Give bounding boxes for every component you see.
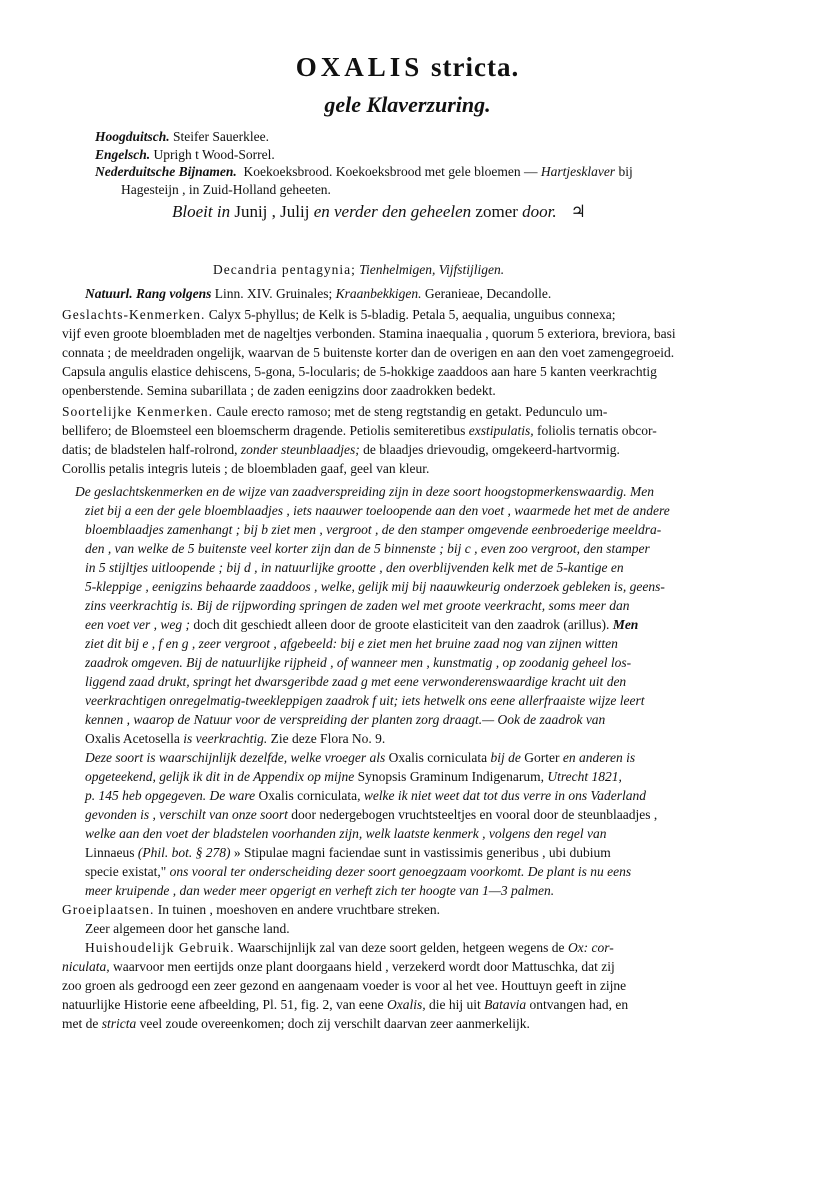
habitat-line: Zeer algemeen door het gansche land. (85, 921, 290, 936)
text-line: Capsula angulis elastice dehiscens, 5-gona, 5-locularis; de 5-hokkige zaaddoos aan hare 5 kanten veerkrachtig (62, 364, 657, 379)
species-characters-line: Soortelijke Kenmerken. Caule erecto ramoso; met de steng regtstandig en getakt. Pedunculo um- (62, 404, 608, 419)
commentary-line: gevonden is , verschilt van onze soort door nedergebogen vruchtsteeltjes en vooral door de steunblaadjes , (85, 807, 658, 822)
commentary-line: Deze soort is waarschijnlijk dezelfde, welke vroeger als Oxalis corniculata bij de Gorter en anderen is (85, 750, 636, 765)
text-line: Corollis petalis integris luteis ; de bloembladen gaaf, geel van kleur. (62, 461, 430, 476)
habitat-line: Groeiplaatsen. In tuinen , moeshoven en andere vruchtbare streken. (62, 902, 440, 917)
page-subtitle: gele Klaverzuring. (324, 92, 491, 117)
uses-line: zoo groen als gedroogd een zeer gezond en aangenaam voeder is voor al het vee. Houttuyn geeft in zijne (62, 978, 627, 993)
commentary-line: zaadrok omgeven. Bij de natuurlijke rijpheid , of wanneer men , kunstmatig , op zoodanig geheel los- (85, 655, 632, 670)
text-line: connata ; de meeldraden ongelijk, waarvan de 5 buitenste korter dan de overigen en aan den voet zamengegroeid. (62, 345, 675, 360)
text-line: vijf even groote bloembladen met de nageltjes verbonden. Stamina inaequalia , quorum 5 exteriora, breviora, basi (62, 326, 676, 341)
vernacular-names (95, 128, 775, 198)
commentary-line: kennen , waarop de Natuur voor de verspreiding der planten zorg draagt.— Ook de zaadrok van (85, 712, 606, 727)
commentary-line: opgeteekend, gelijk ik dit in de Appendix op mijne Synopsis Graminum Indigenarum, Utrecht 1821, (85, 769, 622, 784)
genus-characters-line: Geslachts-Kenmerken. Calyx 5-phyllus; de Kelk is 5-bladig. Petala 5, aequalia, unguibus connexa; (62, 307, 616, 322)
commentary-line: zins veerkrachtig is. Bij de rijpwording springen de zaden wel met groote veerkracht, soms meer dan (85, 598, 630, 613)
natural-rank-line: Natuurl. Rang volgens Linn. XIV. Gruinales; Kraanbekkigen. Geranieae, Decandolle. (85, 286, 552, 301)
text-line: bellifero; de Bloemsteel een bloemscherm dragende. Petiolis semiteretibus exstipulatis, foliolis ternatis obcor- (62, 423, 657, 438)
commentary-line: ziet bij a een der gele bloemblaadjes , iets naauwer toeloopende aan den voet , waarmede het met de andere (85, 503, 670, 518)
bloom-period: Bloeit in Junij , Julij en verder den geheelen zomer door. ♃ (172, 202, 586, 221)
page-title (0, 52, 815, 83)
commentary-line: welke aan den voet der bladstelen voorhanden zijn, welk laatste kenmerk , volgens den regel van (85, 826, 607, 841)
commentary-line: in 5 stijltjes uitloopende ; bij d , in natuurlijke grootte , den overblijvenden kelk met de 5-kantige en (85, 560, 624, 575)
uses-line: niculata, waarvoor men eertijds onze plant doorgaans hield , verzekerd wordt door Mattuschka, dat zij (62, 959, 615, 974)
commentary-line: liggend zaad drukt, springt het dwarsgeribde zaad g met eene verwonderenswaardige kracht uit den (85, 674, 627, 689)
uses-line: met de stricta veel zoude overeenkomen; doch zij verschilt daarvan zeer aanmerkelijk. (62, 1016, 530, 1031)
name-row-dutch: Nederduitsche Bijnamen. Koekoeksbrood. Koekoeksbrood met gele bloemen — Hartjesklaver bij (95, 164, 633, 179)
title-genus: OXALIS (295, 52, 424, 82)
commentary-line: den , van welke de 5 buitenste veel korter zijn dan de 5 binnenste ; bij c , even zoo vergroot, den stamper (85, 541, 650, 556)
name-row-dutch-cont: Hagesteijn , in Zuid-Holland geheeten. (121, 181, 331, 197)
perennial-symbol: ♃ (570, 202, 586, 221)
commentary-line: 5-kleppige , eenigzins behaarde zaaddoos , welke, gelijk mij bij naauwkeurig onderzoek gebleken is, geens- (85, 579, 665, 594)
name-row-german: Hoogduitsch. Steifer Sauerklee. (95, 129, 269, 144)
commentary-line: Linnaeus (Phil. bot. § 278) » Stipulae magni faciendae sunt in vastissimis generibus , ubi dubium (85, 845, 611, 860)
commentary-line: veerkrachtigen onregelmatig-tweekleppigen zaadrok f uit; iets hetwelk ons eene allerfraaiste wijze leert (85, 693, 645, 708)
commentary-line: bloemblaadjes zamenhangt ; bij b ziet men , vergroot , de den stamper omgevende eenbroederige meeldra- (85, 522, 662, 537)
commentary-line: p. 145 heb opgegeven. De ware Oxalis corniculata, welke ik niet weet dat tot dus verre in ons Vaderland (85, 788, 647, 803)
text-line: datis; de bladstelen half-rolrond, zonder steunblaadjes; de blaadjes drievoudig, omgekeerd-hartvormig. (62, 442, 620, 457)
commentary-line: een voet ver , weg ; doch dit geschiedt alleen door de groote elasticiteit van den zaadrok (arillus). Men (85, 617, 639, 632)
classification-line: Decandria pentagynia; Tienhelmigen, Vijfstijligen. (213, 262, 505, 277)
uses-line: Huishoudelijk Gebruik. Waarschijnlijk zal van deze soort gelden, hetgeen wegens de Ox: cor- (85, 940, 614, 955)
uses-line: natuurlijke Historie eene afbeelding, Pl. 51, fig. 2, van eene Oxalis, die hij uit Batavia ontvangen had, en (62, 997, 629, 1012)
commentary-line: De geslachtskenmerken en de wijze van zaadverspreiding zijn in deze soort hoogstopmerkenswaardig. Men (75, 484, 655, 499)
commentary-line: specie existat," ons vooral ter onderscheiding dezer soort genoegzaam voorkomt. De plant is nu eens (85, 864, 632, 879)
name-row-english: Engelsch. Uprigh t Wood-Sorrel. (95, 146, 275, 162)
commentary-line: ziet dit bij e , f en g , zeer vergroot , afgebeeld: bij e ziet men het bruine zaad nog van zijnen witten (85, 636, 618, 651)
text-line: openberstende. Semina subarillata ; de zaden eenigzins door zaadrokken bedekt. (62, 383, 496, 398)
commentary-line: Oxalis Acetosella is veerkrachtig. Zie deze Flora No. 9. (85, 731, 386, 746)
title-species: stricta. (431, 52, 520, 82)
commentary-line: meer kruipende , dan weder meer opgerigt en verheft zich ter hoogte van 1—3 palmen. (85, 883, 555, 898)
